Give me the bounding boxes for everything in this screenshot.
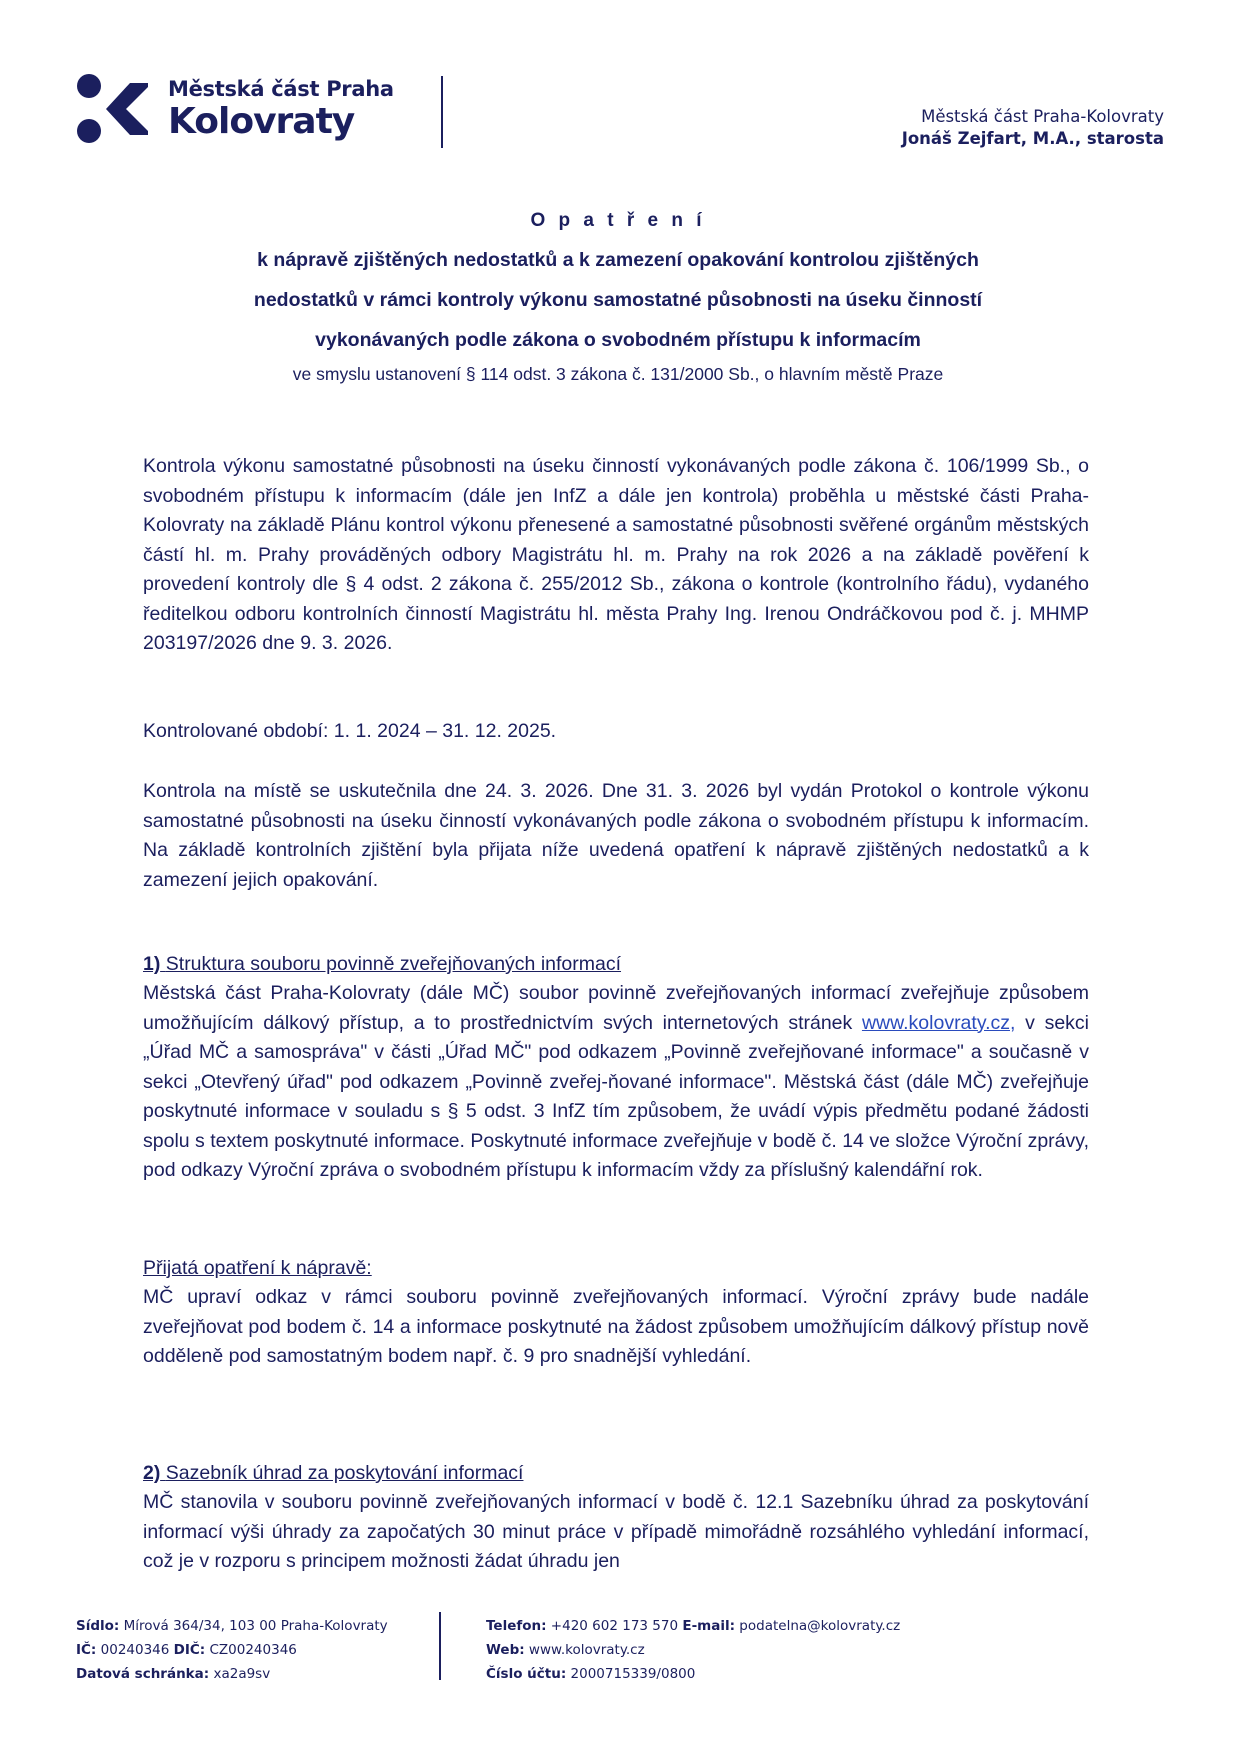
section1-body bbox=[143, 979, 1089, 1186]
section2-number: 2) bbox=[143, 1462, 161, 1484]
legal-basis: ve smyslu ustanovení § 114 odst. 3 zákona č. 131/2000 Sb., o hlavním městě Praze bbox=[292, 364, 944, 384]
section2-title: Sazebník úhrad za poskytování informací bbox=[165, 1462, 524, 1484]
email-value[interactable]: podatelna@kolovraty.cz bbox=[735, 1618, 901, 1634]
document-subtitle-line2: nedostatků v rámci kontroly výkonu samostatné působnosti na úseku činností bbox=[253, 289, 983, 311]
sender-organization: Městská část Praha-Kolovraty bbox=[921, 107, 1164, 126]
logo-line1: Městská část Praha bbox=[168, 77, 394, 101]
document-subtitle-line3: vykonávaných podle zákona o svobodném přístupu k informacím bbox=[315, 329, 921, 351]
dic-label: DIČ: bbox=[173, 1642, 206, 1658]
section1-text-before-link: Městská část Praha-Kolovraty (dále MČ) soubor povinně zveřejňovaných informací zveřejňuje způsobem umožňujícím dálkový přístup, a to prostřednictvím svých internetových stránek bbox=[143, 982, 1089, 1034]
section2-body: MČ stanovila v souboru povinně zveřejňovaných informací v bodě č. 12.1 Sazebníku úhrad za poskytování informací výši úhrady za započatých 30 minut práce v případě mimořádně rozsáhlého vyhledání informací, což je v rozporu s principem možnosti žádat úhradu jen bbox=[143, 1491, 1089, 1572]
inspection-paragraph: Kontrola na místě se uskutečnila dne 24. 3. 2026. Dne 31. 3. 2026 byl vydán Protokol o kontrole výkonu samostatné působnosti na úseku činností vykonávaných podle zákona o svobodném přístupu k informacím. Na základě kontrolních zjištění byla přijata níže uvedená opatření k nápravě zjištěných nedostatků a k zamezení jejich opakování. bbox=[143, 780, 1089, 891]
section1-number: 1) bbox=[143, 953, 161, 975]
phone-label: Telefon: bbox=[486, 1618, 547, 1634]
section1-measures-heading: Přijatá opatření k nápravě: bbox=[143, 1257, 372, 1279]
email-label: E-mail: bbox=[682, 1618, 736, 1634]
footer-left bbox=[76, 1614, 388, 1686]
intro-paragraph: Kontrola výkonu samostatné působnosti na úseku činností vykonávaných podle zákona č. 106/1999 Sb., o svobodném přístupu k informacím (dále jen InfZ a dále jen kontrola) proběhla u městské části Praha-Kolovraty na základě Plánu kontrol výkonu přenesené a samostatné působnosti svěřené orgánům městských částí hl. m. Prahy prováděných odbory Magistrátu hl. m. Prahy na rok 2026 a na základě pověření k provedení kontroly dle § 4 odst. 2 zákona č. 255/2012 Sb., zákona o kontrole (kontrolního řádu), vydaného ředitelkou odboru kontrolních činností Magistrátu hl. města Prahy Ing. Irenou Ondráčkovou pod č. j. MHMP 203197/2026 dne 9. 3. 2026. bbox=[143, 455, 1089, 654]
web-value[interactable]: www.kolovraty.cz bbox=[524, 1642, 645, 1658]
logo-text bbox=[168, 76, 394, 142]
logo-line2: Kolovraty bbox=[168, 101, 355, 142]
controlled-period: Kontrolované období: 1. 1. 2024 – 31. 12. 2025. bbox=[143, 720, 557, 742]
section1-text-after-link: v sekci „Úřad MČ a samospráva" v části „Úřad MČ" pod odkazem „Povinně zveřejňované informace" a současně v sekci „Otevřený úřad" pod odkazem „Povinně zveřej-ňované informace". Městská část (dále MČ) zveřejňuje poskytnuté informace v souladu s § 5 odst. 3 InfZ tím způsobem, že uvádí výpis předmětu podané žádosti spolu s textem poskytnuté informace. Poskytnuté informace zveřejňuje v bodě č. 14 ve složce Výroční zprávy, pod odkazy Výroční zpráva o svobodném přístupu k informacím vždy za příslušný kalendářní rok. bbox=[143, 1011, 1089, 1181]
header-sender bbox=[902, 106, 1164, 150]
website-link[interactable]: www.kolovraty.cz, bbox=[861, 1011, 1016, 1034]
account-label: Číslo účtu: bbox=[486, 1666, 567, 1682]
account-value: 2000715339/0800 bbox=[566, 1666, 696, 1682]
data-box-value: xa2a9sv bbox=[209, 1666, 271, 1682]
phone-value: +420 602 173 570 bbox=[546, 1618, 683, 1634]
sender-person: Jonáš Zejfart, M.A., starosta bbox=[901, 129, 1164, 148]
section2-heading bbox=[143, 1459, 1089, 1489]
data-box-label: Datová schránka: bbox=[76, 1666, 210, 1682]
sidlo-value: Mírová 364/34, 103 00 Praha-Kolovraty bbox=[119, 1618, 388, 1634]
section1-title: Struktura souboru povinně zveřejňovaných informací bbox=[165, 953, 622, 975]
document-subtitle-line1: k nápravě zjištěných nedostatků a k zamezení opakování kontrolou zjištěných bbox=[257, 249, 979, 271]
header-divider bbox=[441, 76, 443, 148]
section1-heading bbox=[143, 950, 1089, 980]
document-title: O p a t ř e n í bbox=[530, 210, 706, 231]
footer-right bbox=[486, 1614, 900, 1686]
web-label: Web: bbox=[486, 1642, 525, 1658]
kolovraty-logo-icon bbox=[76, 73, 152, 145]
section1-measures-body: MČ upraví odkaz v rámci souboru povinně zveřejňovaných informací. Výroční zprávy bude nadále zveřejňovat pod bodem č. 14 a informace poskytnuté na žádost způsobem umožňujícím dálkový přístup nově odděleně pod samostatným bodem např. č. 9 pro snadnější vyhledání. bbox=[143, 1286, 1089, 1367]
ic-label: IČ: bbox=[76, 1642, 97, 1658]
dic-value: CZ00240346 bbox=[205, 1642, 297, 1658]
ic-value: 00240346 bbox=[96, 1642, 174, 1658]
footer-divider bbox=[439, 1612, 441, 1680]
sidlo-label: Sídlo: bbox=[76, 1618, 120, 1634]
